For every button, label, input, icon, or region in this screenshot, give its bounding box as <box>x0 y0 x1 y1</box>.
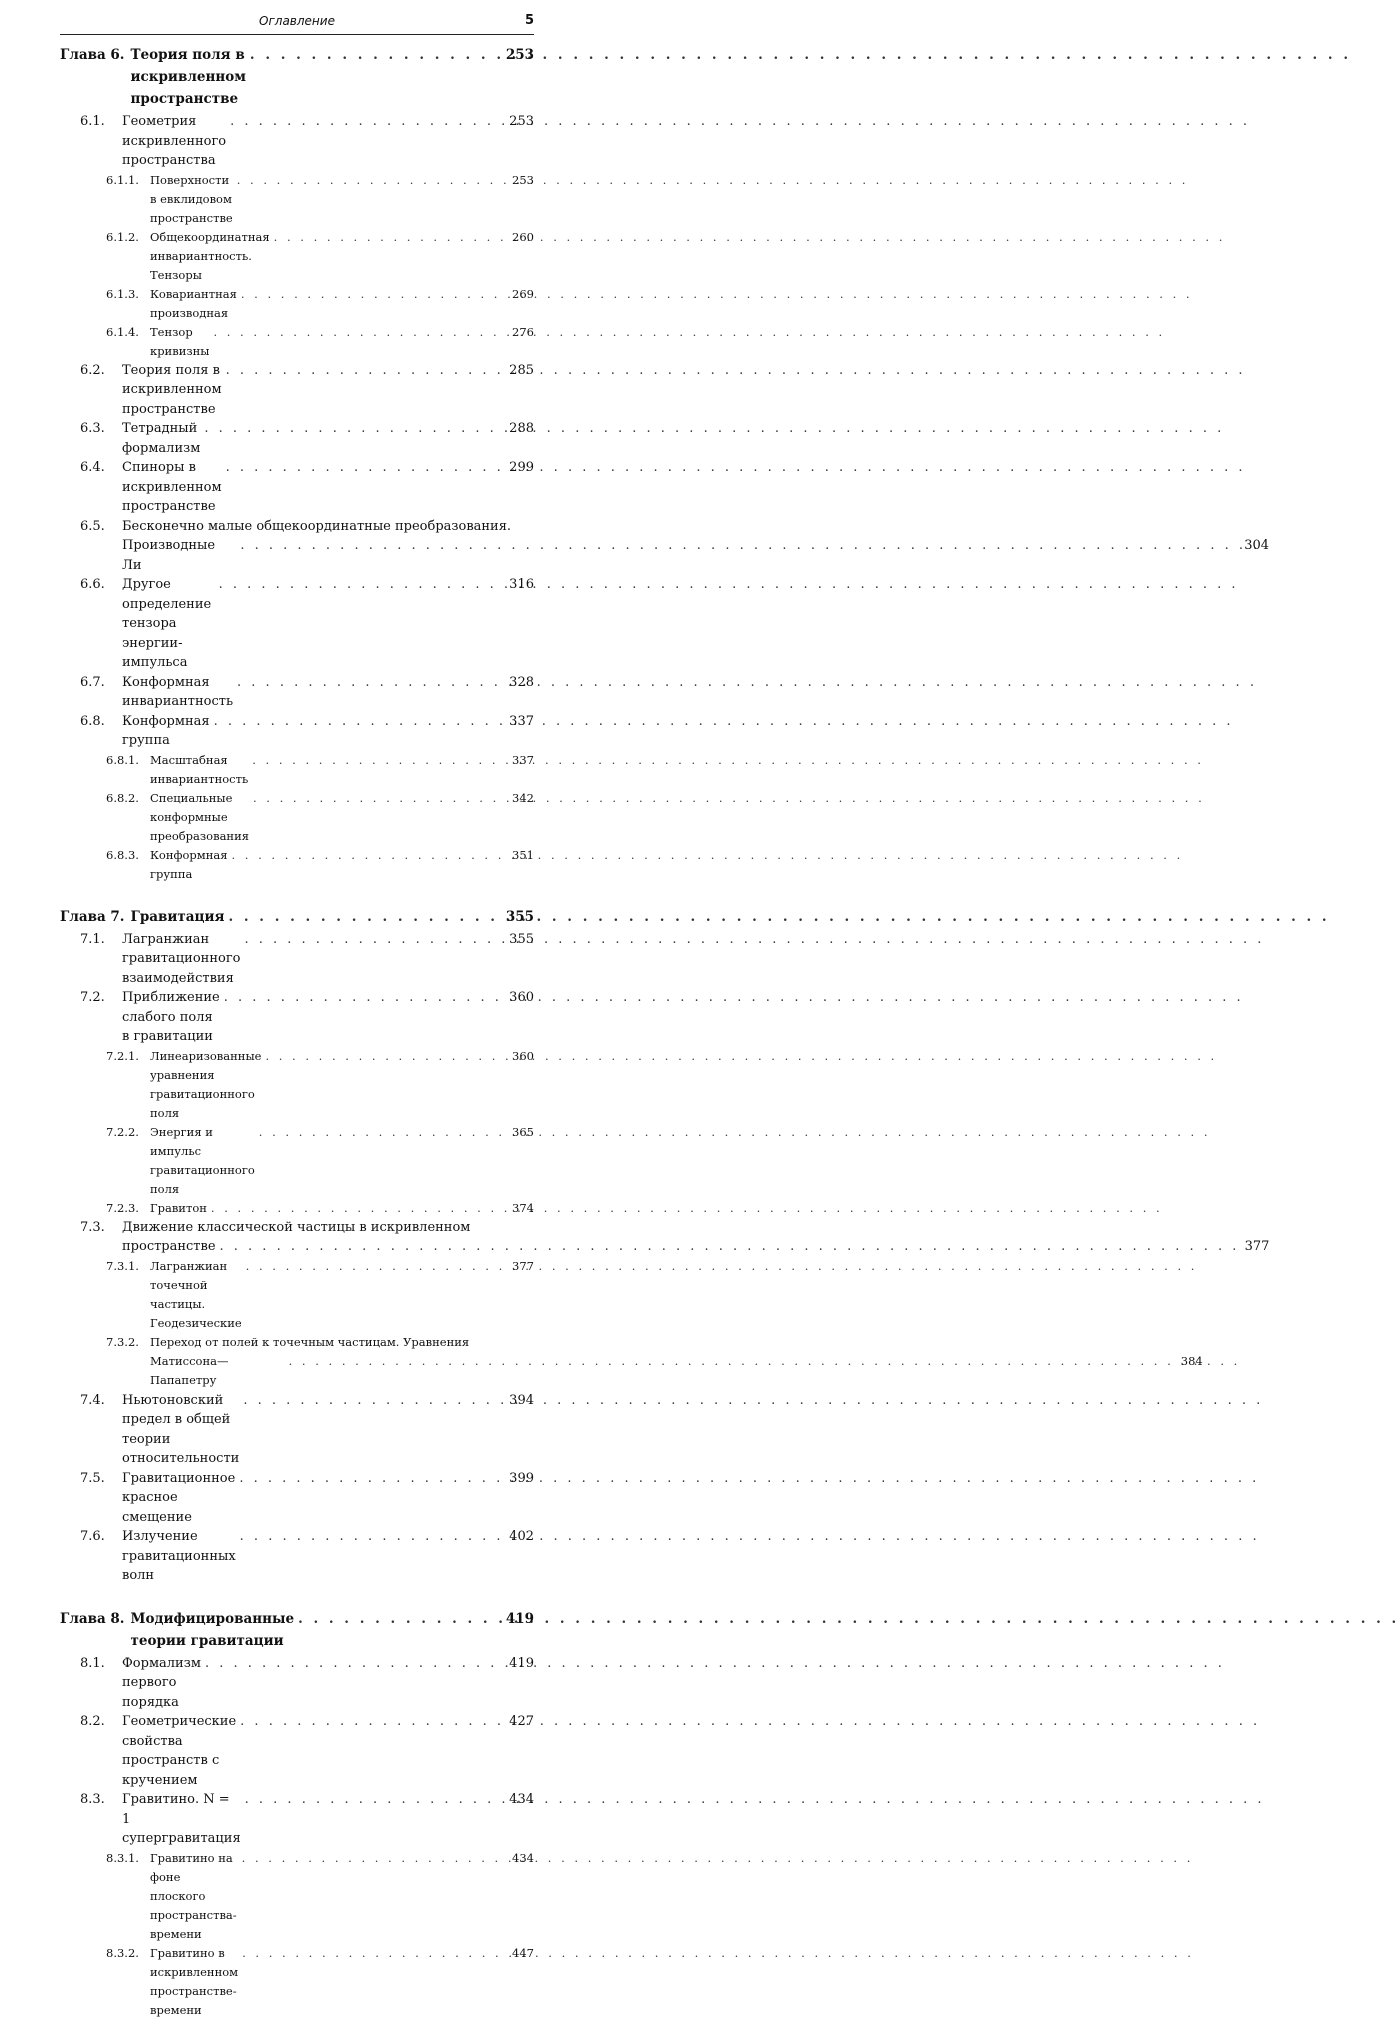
entry-number: 6.5. <box>80 518 105 534</box>
chapter-page: 355 <box>505 908 534 925</box>
entry-title: Конформная группа <box>150 847 228 881</box>
entry-number: 7.2.1. <box>106 1048 139 1063</box>
subsection-entry[interactable] <box>60 1047 534 1123</box>
leader-dots <box>241 285 504 304</box>
section-entry[interactable] <box>60 1527 534 1586</box>
leader-dots <box>240 536 1239 556</box>
entry-number: 7.6. <box>80 1529 105 1544</box>
section-entry[interactable] <box>60 112 534 171</box>
leader-dots <box>229 906 502 928</box>
entry-page: 434 <box>509 1792 534 1807</box>
entry-title-line2-row <box>150 1352 1203 1391</box>
entry-number: 6.6. <box>80 577 105 592</box>
leader-dots <box>250 44 502 66</box>
chapter-page: 253 <box>505 47 534 63</box>
subsection-entry[interactable] <box>60 846 534 884</box>
subsection-entry[interactable] <box>60 1199 534 1218</box>
entry-number: 6.8.2. <box>106 790 139 805</box>
leader-dots <box>298 1608 502 1630</box>
entry-page: 427 <box>509 1714 534 1729</box>
section-entry[interactable] <box>60 458 534 517</box>
chapter-block <box>60 906 1270 1586</box>
entry-page: 351 <box>512 847 534 862</box>
entry-page: 337 <box>509 713 534 729</box>
entry-title: Лагранжиан гравитационного взаимодействия <box>122 931 241 986</box>
entry-number: 8.2. <box>80 1714 105 1729</box>
section-entry[interactable] <box>60 988 534 1047</box>
entry-number: 6.8. <box>80 713 105 729</box>
entry-number: 6.1.3. <box>106 286 139 301</box>
entry-title: Геометрия искривленного пространства <box>122 114 227 168</box>
entry-title: Линеаризованные уравнения гравитационного поля <box>150 1048 262 1120</box>
entry-title-line2-row <box>122 1237 1269 1257</box>
entry-title: Ковариантная производная <box>150 286 237 320</box>
entry-title: Специальные конформные преобразования <box>150 790 250 843</box>
entry-title: Тензор кривизны <box>150 324 210 358</box>
entry-number: 7.3. <box>80 1219 105 1235</box>
leader-dots <box>237 171 504 190</box>
chapter-label: Глава 8. <box>60 1610 125 1627</box>
entry-title-line1: Переход от полей к точечным частицам. Уравнения <box>150 1334 470 1349</box>
entry-number: 6.3. <box>80 421 105 436</box>
leader-dots <box>204 419 504 439</box>
leader-dots <box>226 361 504 381</box>
section-entry[interactable] <box>60 1218 1270 1257</box>
entry-title: Гравитон <box>150 1200 207 1215</box>
entry-number: 7.2.2. <box>106 1124 139 1139</box>
entry-page: 288 <box>509 421 534 436</box>
subsection-entry[interactable] <box>60 323 534 361</box>
entry-number: 7.3.2. <box>106 1334 139 1349</box>
entry-title: Излучение гравитационных волн <box>122 1529 236 1583</box>
chapter-page: 419 <box>505 1610 534 1627</box>
section-entry[interactable] <box>60 1712 534 1790</box>
entry-title: Конформная инвариантность <box>122 674 234 709</box>
entry-page: 328 <box>509 674 534 690</box>
leader-dots <box>240 1712 504 1732</box>
entry-title: Конформная группа <box>122 713 210 748</box>
chapter-heading[interactable] <box>60 44 534 110</box>
entry-number: 6.1.2. <box>106 229 139 244</box>
leader-dots <box>242 1944 504 1963</box>
section-entry[interactable] <box>60 673 534 712</box>
entry-number: 8.3.1. <box>106 1850 139 1865</box>
entry-number: 6.2. <box>80 362 105 378</box>
entry-page: 447 <box>512 1945 534 1960</box>
entry-page: 384 <box>1180 1353 1203 1368</box>
leader-dots <box>244 930 504 950</box>
section-entry[interactable] <box>60 712 534 751</box>
entry-page: 260 <box>512 229 534 244</box>
leader-dots <box>252 751 504 770</box>
leader-dots <box>274 228 504 247</box>
entry-title: Спиноры в искривленном пространстве <box>122 460 222 514</box>
leader-dots <box>226 458 504 478</box>
subsection-entry[interactable] <box>60 1944 534 2020</box>
entry-page: 269 <box>512 286 534 301</box>
entry-title: Формализм первого порядка <box>122 1655 201 1710</box>
running-header <box>60 10 534 35</box>
leader-dots <box>289 1352 1173 1372</box>
leader-dots <box>237 673 504 693</box>
entry-title: Другое определение тензора энергии-импульса <box>122 577 212 670</box>
section-entry[interactable] <box>60 575 534 673</box>
entry-number: 7.2. <box>80 990 105 1005</box>
entry-page: 365 <box>512 1124 534 1139</box>
entry-page: 402 <box>509 1529 534 1544</box>
entry-number: 7.5. <box>80 1470 105 1486</box>
entry-page: 434 <box>512 1850 534 1865</box>
subsection-entry[interactable] <box>60 285 534 323</box>
chapter-title: Теория поля в искривленном пространстве <box>130 47 246 107</box>
entry-page: 377 <box>1244 1239 1270 1254</box>
entry-title: Ньютоновский предел в общей теории относительности <box>122 1392 240 1466</box>
entry-number: 7.4. <box>80 1392 105 1408</box>
entry-page: 316 <box>509 577 534 592</box>
entry-title: Масштабная инвариантность <box>150 752 249 786</box>
leader-dots <box>220 1237 1240 1257</box>
section-entry[interactable] <box>60 930 534 989</box>
entry-title: Приближение слабого поля в гравитации <box>122 990 220 1044</box>
leader-dots <box>239 1469 504 1489</box>
entry-page: 355 <box>509 931 534 947</box>
entry-page: 394 <box>509 1392 534 1408</box>
subsection-entry[interactable] <box>60 789 534 846</box>
leader-dots <box>211 1199 504 1218</box>
leader-dots <box>232 846 505 865</box>
entry-number: 7.3.1. <box>106 1258 139 1273</box>
section-entry[interactable] <box>60 1469 534 1528</box>
chapter-block <box>60 1608 534 2020</box>
section-entry[interactable] <box>60 517 1270 576</box>
leader-dots <box>240 1527 504 1547</box>
entry-title: Гравитино на фоне плоского пространства-времени <box>150 1850 237 1941</box>
entry-number: 6.8.1. <box>106 752 139 767</box>
leader-dots <box>259 1123 504 1142</box>
entry-title-line1: Движение классической частицы в искривленном <box>122 1219 471 1235</box>
entry-number: 8.3. <box>80 1792 105 1807</box>
entry-page: 360 <box>512 1048 534 1063</box>
entry-title: Гравитино в искривленном пространстве-времени <box>150 1945 239 2017</box>
entry-page: 337 <box>512 752 534 767</box>
entry-page: 253 <box>509 114 534 129</box>
chapter-block <box>60 44 1270 884</box>
entry-number: 8.3.2. <box>106 1945 139 1960</box>
entry-page: 399 <box>509 1470 534 1486</box>
chapter-title: Модифицированные теории гравитации <box>130 1610 295 1649</box>
chapter-title: Гравитация <box>130 908 225 925</box>
entry-number: 8.1. <box>80 1655 105 1671</box>
entry-title-line1: Бесконечно малые общекоординатные преобразования. <box>122 518 512 534</box>
subsection-entry[interactable] <box>60 1333 1203 1391</box>
entry-title-line2: Матиссона—Папапетру <box>150 1353 229 1387</box>
entry-page: 285 <box>509 362 534 378</box>
section-entry[interactable] <box>60 1654 534 1713</box>
entry-title-line2: Производные Ли <box>122 538 216 573</box>
leader-dots <box>213 323 504 342</box>
entry-title: Гравитино. N = 1 супергравитация <box>122 1792 241 1846</box>
leader-dots <box>242 1849 504 1868</box>
leader-dots <box>253 789 504 808</box>
entry-title: Теория поля в искривленном пространстве <box>122 362 222 417</box>
table-of-contents <box>60 44 1270 2042</box>
entry-body <box>150 1333 1203 1391</box>
leader-dots <box>219 575 504 595</box>
entry-number: 6.1. <box>80 114 105 129</box>
page-number: 5 <box>524 13 534 28</box>
section-entry[interactable] <box>60 419 534 458</box>
leader-dots <box>230 112 504 132</box>
entry-title: Общекоординатная инвариантность. Тензоры <box>150 229 270 282</box>
leader-dots <box>246 1257 504 1276</box>
entry-page: 419 <box>509 1655 534 1671</box>
entry-page: 377 <box>512 1258 534 1273</box>
entry-title: Лагранжиан точечной частицы. Геодезические <box>150 1258 242 1330</box>
entry-title: Поверхности в евклидовом пространстве <box>150 172 233 225</box>
entry-body <box>122 517 1269 576</box>
chapter-heading[interactable] <box>60 906 534 928</box>
section-entry[interactable] <box>60 361 534 420</box>
entry-number: 6.4. <box>80 460 105 475</box>
entry-body <box>122 1218 1269 1257</box>
entry-page: 276 <box>512 324 534 339</box>
entry-number: 6.7. <box>80 674 105 690</box>
entry-number: 7.2.3. <box>106 1200 139 1215</box>
running-title: Оглавление <box>259 14 335 28</box>
subsection-entry[interactable] <box>60 1849 534 1944</box>
leader-dots <box>245 1790 504 1810</box>
section-entry[interactable] <box>60 1790 534 1849</box>
chapter-label: Глава 6. <box>60 47 125 63</box>
entry-title: Энергия и импульс гравитационного поля <box>150 1124 255 1196</box>
leader-dots <box>224 988 504 1008</box>
entry-title-line2: пространстве <box>122 1239 216 1254</box>
entry-number: 6.1.1. <box>106 172 139 187</box>
leader-dots <box>214 712 504 732</box>
entry-title-line2-row <box>122 536 1269 575</box>
entry-number: 6.8.3. <box>106 847 139 862</box>
chapter-heading[interactable] <box>60 1608 534 1652</box>
entry-page: 304 <box>1244 538 1270 553</box>
entry-number: 7.1. <box>80 931 105 947</box>
subsection-entry[interactable] <box>60 751 534 789</box>
entry-number: 6.1.4. <box>106 324 139 339</box>
subsection-entry[interactable] <box>60 228 534 285</box>
section-entry[interactable] <box>60 1391 534 1469</box>
leader-dots <box>265 1047 504 1066</box>
subsection-entry[interactable] <box>60 171 534 228</box>
entry-title: Тетрадный формализм <box>122 421 201 456</box>
entry-page: 360 <box>509 990 534 1005</box>
leader-dots <box>243 1391 504 1411</box>
subsection-entry[interactable] <box>60 1123 534 1199</box>
chapter-label: Глава 7. <box>60 908 125 925</box>
entry-title: Гравитационное красное смещение <box>122 1470 236 1525</box>
entry-title: Геометрические свойства пространств с кручением <box>122 1714 237 1788</box>
entry-page: 253 <box>512 172 534 187</box>
entry-page: 299 <box>509 460 534 475</box>
subsection-entry[interactable] <box>60 1257 534 1333</box>
entry-page: 342 <box>512 790 534 805</box>
entry-page: 374 <box>512 1200 534 1215</box>
leader-dots <box>205 1654 504 1674</box>
